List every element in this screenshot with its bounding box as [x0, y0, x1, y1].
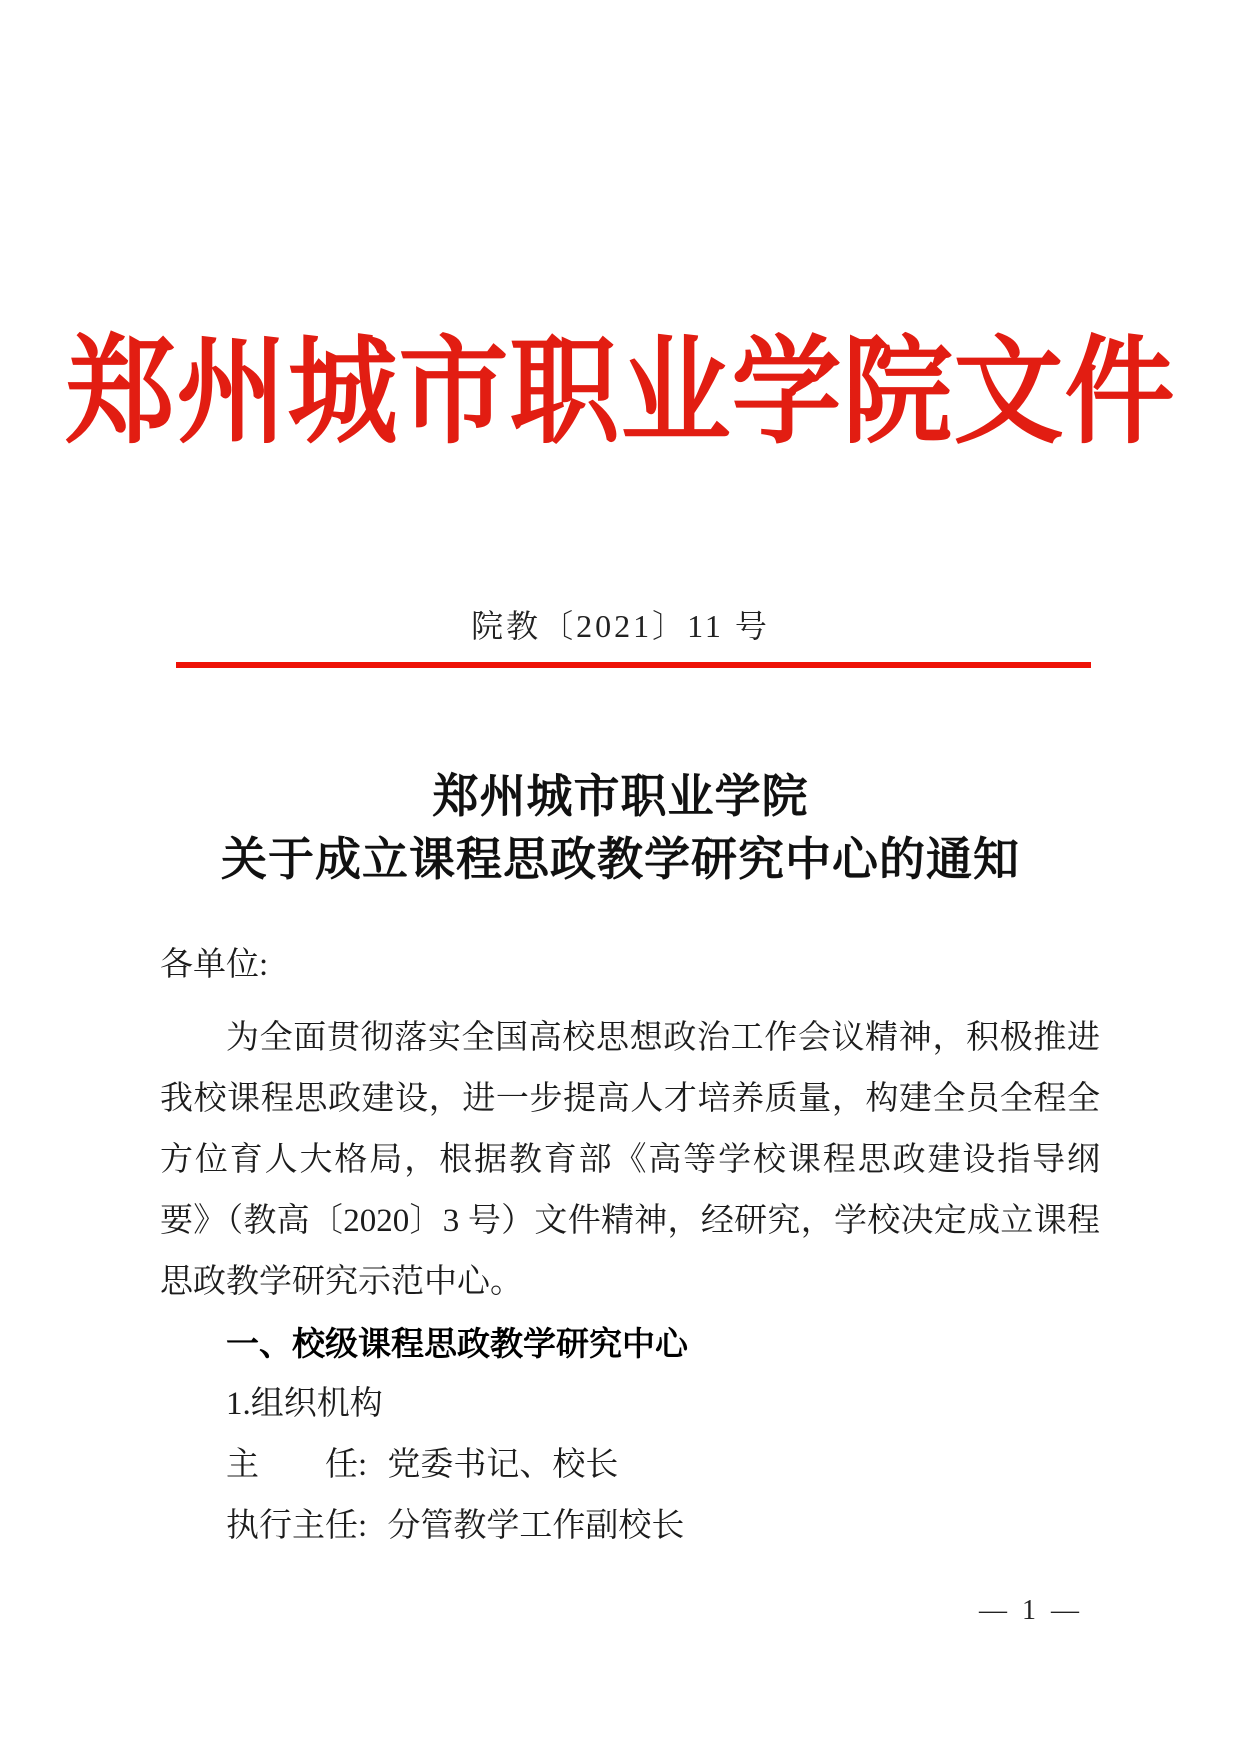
- doc-number: 院教〔2021〕11 号: [471, 608, 770, 644]
- body-paragraph: 为全面贯彻落实全国高校思想政治工作会议精神，积极推进我校课程思政建设，进一步提高人才培养质量，构建全员全程全方位育人大格局，根据教育部《高等学校课程思政建设指导纲要》（教高〔2020〕3 号）文件精神，经研究，学校决定成立课程思政教学研究示范中心。: [160, 1020, 1100, 1300]
- role-row-director: [160, 1435, 1100, 1496]
- red-divider-rule: [176, 662, 1091, 668]
- salutation: 各单位:: [160, 947, 269, 983]
- role-row-exec-director: [160, 1496, 1100, 1557]
- doc-title: [0, 765, 1241, 891]
- page-number: — 1 —: [979, 1595, 1083, 1626]
- document-body: [160, 935, 1100, 1557]
- doc-title-line1: 郑州城市职业学院: [432, 771, 809, 822]
- doc-title-line2: 关于成立课程思政教学研究中心的通知: [221, 834, 1020, 885]
- role-director-value: 党委书记、校长: [387, 1447, 619, 1483]
- role-exec-director-label: 执行主任:: [226, 1508, 368, 1544]
- role-director-label: 主 任:: [226, 1447, 368, 1483]
- section-heading: 一、校级课程思政教学研究中心: [226, 1325, 688, 1362]
- role-exec-director-value: 分管教学工作副校长: [387, 1508, 685, 1544]
- banner-title: 郑州城市职业学院文件: [65, 327, 1176, 458]
- org-structure-item: 1.组织机构: [226, 1386, 383, 1422]
